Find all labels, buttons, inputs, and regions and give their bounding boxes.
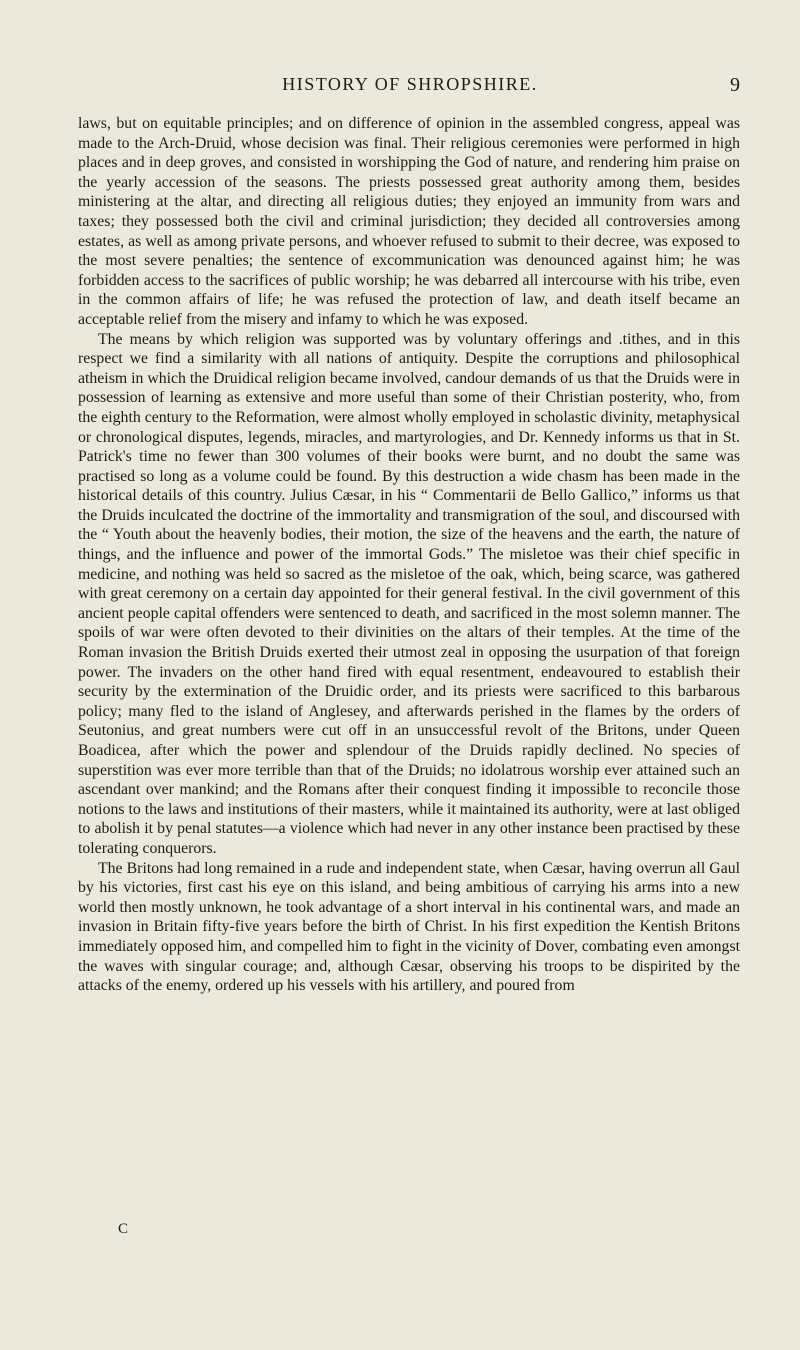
paragraph-1: laws, but on equitable principles; and on difference of opinion in the assembled congress, appeal was made to the Arch-Druid, whose decision was final. Their religious ceremonies were performed in high places and in deep groves, and consisted in worshipping the God of nature, and rendering him praise on the yearly accession of the seasons. The priests possessed great authority among them, besides ministering at the altar, and directing all religious duties; they enjoyed an immunity from wars and taxes; they possessed both the civil and criminal jurisdiction; they decided all controversies among estates, as well as among private persons, and whoever refused to submit to their decree, was exposed to the most severe penalties; the sentence of excommunication was denounced against him; he was forbidden access to the sacrifices of public worship; he was debarred all intercourse with his tribe, even in the common affairs of life; he was refused the protection of law, and death itself became an acceptable relief from the misery and infamy to which he was exposed. bbox=[78, 115, 740, 328]
body-text bbox=[78, 114, 740, 996]
paragraph-3: The Britons had long remained in a rude and independent state, when Cæsar, having overrun all Gaul by his victories, first cast his eye on this island, and being ambitious of carrying his arms into a new world then mostly unknown, he took advantage of a short interval in his continental wars, and made an invasion in Britain fifty-five years before the birth of Christ. In his first expedition the Kentish Britons immediately opposed him, and compelled him to fight in the vicinity of Dover, combating even amongst the waves with singular courage; and, although Cæsar, observing his troops to be dispirited by the attacks of the enemy, ordered up his vessels with his artillery, and poured from bbox=[78, 859, 740, 995]
running-title: HISTORY OF SHROPSHIRE. bbox=[282, 74, 538, 94]
page-header bbox=[80, 74, 740, 104]
page-number: 9 bbox=[730, 74, 740, 96]
paragraph-2: The means by which religion was supported was by voluntary offerings and .tithes, and in this respect we find a similarity with all nations of antiquity. Despite the corruptions and philosophical atheism in which the Druidical religion became involved, candour demands of us that the Druids were in possession of learning as extensive and more useful than some of their Christian posterity, who, from the eighth century to the Reformation, were almost wholly employed in scholastic divinity, metaphysical or chronological disputes, legends, miracles, and martyrologies, and Dr. Kennedy informs us that in St. Patrick's time no fewer than 300 volumes of their books were burnt, and no doubt the same was practised so long as a volume could be found. By this destruction a wide chasm has been made in the historical details of this country. Julius Cæsar, in his “ Commentarii de Bello Gallico,” informs us that the Druids inculcated the doctrine of the immortality and transmigration of the soul, and discoursed with the “ Youth about the heavenly bodies, their motion, the size of the heavens and the earth, the nature of things, and the influence and power of the immortal Gods.” The misletoe was their chief specific in medicine, and nothing was held so sacred as the misletoe of the oak, which, being scarce, was gathered with great ceremony on a certain day appointed for their general festival. In the civil government of this ancient people capital offenders were sentenced to death, and sacrificed in the most solemn manner. The spoils of war were often devoted to their divinities on the altars of their temples. At the time of the Roman invasion the British Druids exerted their utmost zeal in opposing the usurpation of that foreign power. The invaders on the other hand fired with equal resentment, endeavoured to establish their security by the extermination of the Druidic order, and its priests were sacrificed to this barbarous policy; many fled to the island of Anglesey, and afterwards perished in the flames by the orders of Seutonius, and great numbers were cut off in an unsuccessful revolt of the Britons, under Queen Boadicea, after which the power and splendour of the Druids rapidly declined. No species of superstition was ever more terrible than that of the Druids; no idolatrous worship ever attained such an ascendant over mankind; and the Romans after their conquest finding it impossible to reconcile those notions to the laws and institutions of their masters, while it maintained its authority, were at last obliged to abolish it by penal statutes—a violence which had never in any other instance been practised by these tolerating conquerors. bbox=[78, 330, 740, 857]
signature-mark: C bbox=[118, 1221, 129, 1237]
